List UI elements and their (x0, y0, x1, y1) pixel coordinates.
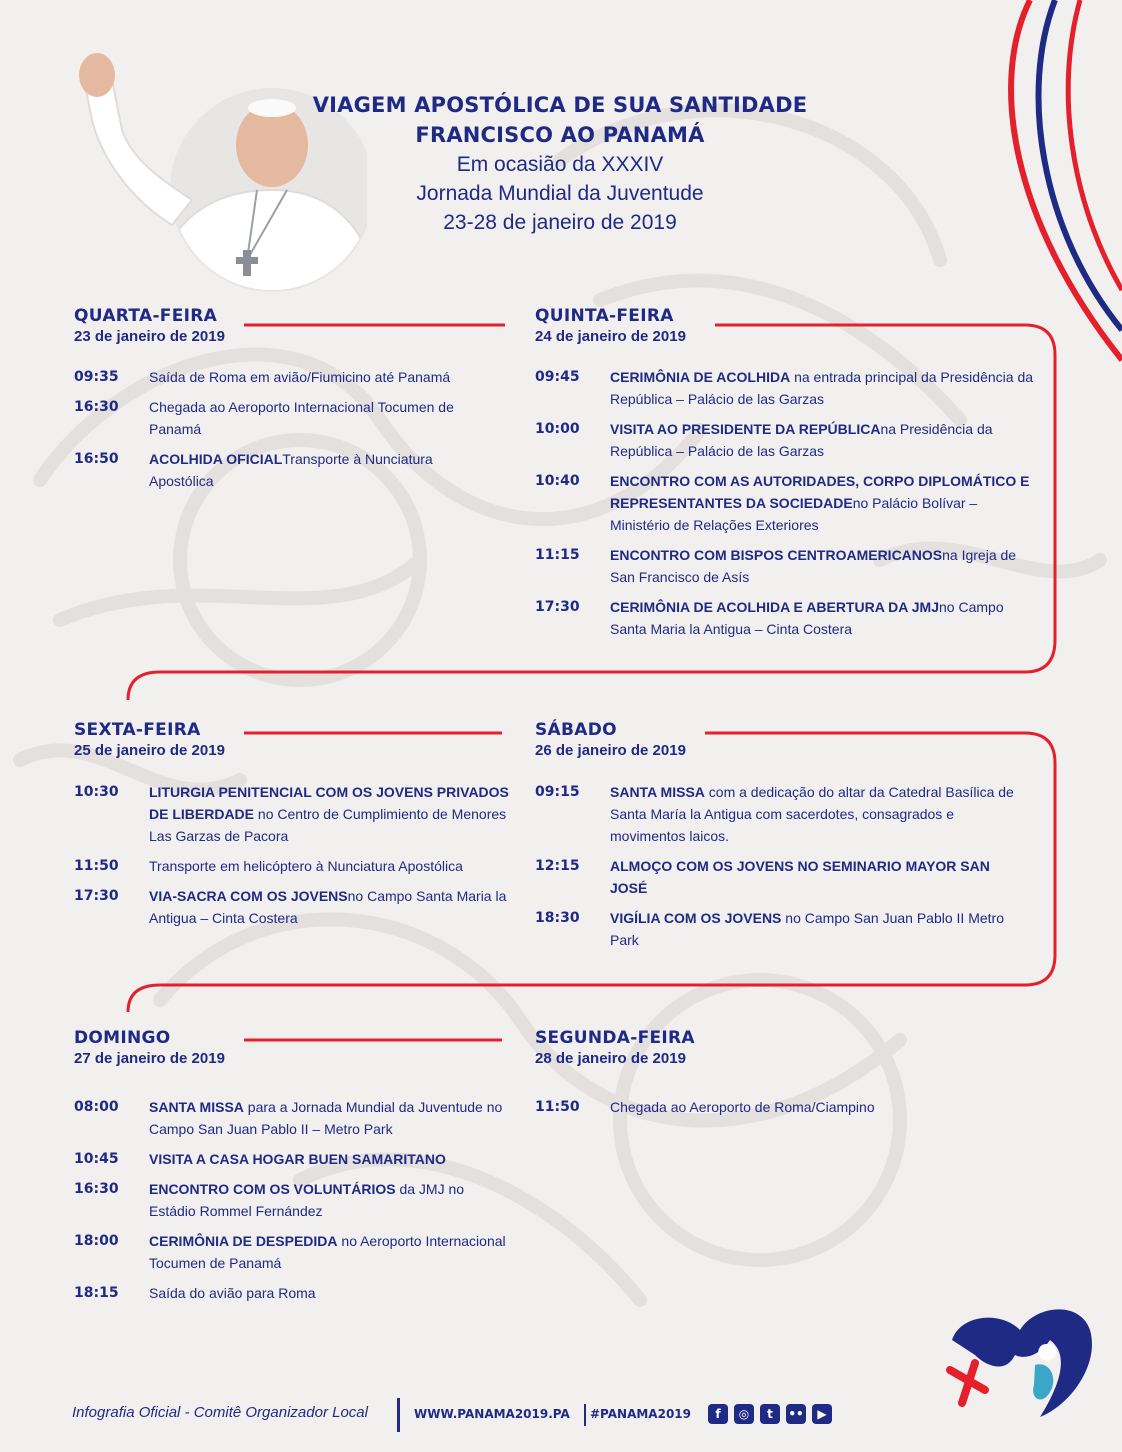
event-title: VIGÍLIA COM OS JOVENS (610, 910, 782, 926)
day-date: 26 de janeiro de 2019 (535, 742, 686, 759)
event-detail: Transporte em helicóptero à Nunciatura Apostólica (149, 858, 463, 874)
footer (72, 1398, 872, 1432)
event-description (149, 1282, 514, 1304)
day-events (535, 781, 1020, 959)
event-description (149, 781, 529, 847)
event-detail: Chegada ao Aeroporto Internacional Tocumen de Panamá (149, 399, 454, 437)
event-time: 09:45 (535, 369, 580, 385)
day-heading (74, 720, 225, 760)
event-description (610, 418, 1040, 462)
day-date: 23 de janeiro de 2019 (74, 328, 225, 345)
day-name: SEXTA-FEIRA (74, 720, 201, 740)
event-description (149, 396, 494, 440)
event-detail: no Centro de Cumplimiento de Menores Las Garzas de Pacora (149, 806, 507, 844)
event-item (535, 544, 1040, 588)
event-description (610, 470, 1040, 536)
event-description (149, 885, 529, 929)
twitter-icon[interactable]: t (760, 1404, 780, 1424)
day-heading (535, 306, 686, 346)
event-title: VIA-SACRA COM OS JOVENS (149, 888, 348, 904)
event-description (610, 1096, 975, 1118)
day-name: DOMINGO (74, 1028, 171, 1048)
jmj-panama-logo (930, 1285, 1095, 1425)
day-events (535, 366, 1040, 648)
event-item (74, 885, 529, 929)
event-item (74, 1230, 514, 1274)
event-item (74, 366, 494, 388)
event-time: 09:35 (74, 369, 119, 385)
event-time: 18:00 (74, 1233, 119, 1249)
footer-credit: Infografia Oficial - Comitê Organizador Local (72, 1404, 368, 1421)
event-detail: no Campo San Juan Pablo II Metro Park (610, 910, 1004, 948)
event-description (610, 781, 1020, 847)
event-item (74, 1148, 514, 1170)
event-item (74, 1282, 514, 1304)
day-events (74, 366, 494, 500)
event-title: SANTA MISSA (149, 1099, 244, 1115)
event-item (535, 781, 1020, 847)
event-item (535, 907, 1020, 951)
event-time: 09:15 (535, 784, 580, 800)
website-link[interactable]: WWW.PANAMA2019.PA (414, 1407, 570, 1421)
subtitle-line-3: 23-28 de janeiro de 2019 (443, 211, 677, 234)
event-title: CERIMÔNIA DE ACOLHIDA (610, 369, 791, 385)
event-time: 18:30 (535, 910, 580, 926)
event-detail: Transporte à Nunciatura Apostólica (149, 451, 433, 489)
event-title: CERIMÔNIA DE ACOLHIDA E ABERTURA DA JMJ (610, 599, 940, 615)
event-description (149, 366, 494, 388)
event-description (149, 448, 494, 492)
day-heading (74, 1028, 225, 1068)
day-name: SÁBADO (535, 720, 617, 740)
event-detail: no Campo Santa Maria la Antigua – Cinta Costera (149, 888, 507, 926)
day-date: 24 de janeiro de 2019 (535, 328, 686, 345)
event-title: SANTA MISSA (610, 784, 705, 800)
event-item (535, 596, 1040, 640)
event-time: 17:30 (535, 599, 580, 615)
event-detail: na Presidência da República – Palácio de las Garzas (610, 421, 993, 459)
day-heading (535, 720, 686, 760)
event-time: 16:30 (74, 399, 119, 415)
event-time: 16:50 (74, 451, 119, 467)
event-detail: Chegada ao Aeroporto de Roma/Ciampino (610, 1099, 875, 1115)
day-heading (74, 306, 225, 346)
event-item (74, 1096, 514, 1140)
event-description (610, 366, 1040, 410)
event-time: 10:30 (74, 784, 119, 800)
day-date: 25 de janeiro de 2019 (74, 742, 225, 759)
event-item (535, 1096, 975, 1118)
event-detail: no Campo Santa Maria la Antigua – Cinta Costera (610, 599, 1004, 637)
day-date: 28 de janeiro de 2019 (535, 1050, 686, 1067)
event-item (74, 448, 494, 492)
subtitle-line-1: Em ocasião da XXXIV (456, 153, 664, 176)
day-name: QUINTA-FEIRA (535, 306, 674, 326)
event-time: 08:00 (74, 1099, 119, 1115)
event-detail: na entrada principal da Presidência da República – Palácio de las Garzas (610, 369, 1034, 407)
footer-divider (397, 1398, 400, 1432)
event-item (74, 781, 529, 847)
event-description (149, 855, 529, 877)
day-events (74, 781, 529, 937)
event-detail: na Igreja de San Francisco de Asís (610, 547, 1017, 585)
event-time: 11:50 (535, 1099, 580, 1115)
youtube-icon[interactable]: ▶ (812, 1404, 832, 1424)
event-time: 10:00 (535, 421, 580, 437)
event-detail: Saída do avião para Roma (149, 1285, 316, 1301)
event-description (610, 855, 1020, 899)
title-line-2: FRANCISCO AO PANAMÁ (415, 123, 705, 147)
event-item (535, 418, 1040, 462)
event-description (149, 1148, 514, 1170)
event-time: 17:30 (74, 888, 119, 904)
title-line-1: VIAGEM APOSTÓLICA DE SUA SANTIDADE (312, 93, 808, 117)
event-item (74, 855, 529, 877)
event-title: ENCONTRO COM BISPOS CENTROAMERICANOS (610, 547, 943, 563)
hashtag: #PANAMA2019 (590, 1407, 691, 1421)
event-time: 11:50 (74, 858, 119, 874)
event-title: ENCONTRO COM OS VOLUNTÁRIOS (149, 1181, 396, 1197)
event-time: 11:15 (535, 547, 580, 563)
event-item (74, 1178, 514, 1222)
event-title: VISITA AO PRESIDENTE DA REPÚBLICA (610, 421, 881, 437)
event-item (535, 366, 1040, 410)
event-title: ENCONTRO COM AS AUTORIDADES, CORPO DIPLOMÁTICO E REPRESENTANTES DA SOCIEDADE (610, 473, 1030, 511)
day-name: SEGUNDA-FEIRA (535, 1028, 695, 1048)
event-description (149, 1178, 514, 1222)
event-time: 12:15 (535, 858, 580, 874)
event-detail: no Aeroporto Internacional Tocumen de Panamá (149, 1233, 506, 1271)
event-description (610, 907, 1020, 951)
event-description (610, 596, 1040, 640)
day-heading (535, 1028, 695, 1068)
event-item (535, 855, 1020, 899)
event-time: 10:45 (74, 1151, 119, 1167)
header (300, 90, 820, 237)
event-time: 10:40 (535, 473, 580, 489)
facebook-icon[interactable]: f (708, 1404, 728, 1424)
event-description (610, 544, 1040, 588)
event-detail: da JMJ no Estádio Rommel Fernández (149, 1181, 465, 1219)
event-description (149, 1230, 514, 1274)
event-title: CERIMÔNIA DE DESPEDIDA (149, 1233, 338, 1249)
event-detail: para a Jornada Mundial da Juventude no Campo San Juan Pablo II – Metro Park (149, 1099, 503, 1137)
event-item (74, 396, 494, 440)
event-title: ALMOÇO COM OS JOVENS NO SEMINARIO MAYOR SAN JOSÉ (610, 858, 990, 896)
event-detail: com a dedicação do altar da Catedral Basílica de Santa María la Antigua com sacerdotes, consagrados e movimentos laicos. (610, 784, 1014, 844)
event-detail: Saída de Roma em avião/Fiumicino até Panamá (149, 369, 451, 385)
event-title: VISITA A CASA HOGAR BUEN SAMARITANO (149, 1151, 446, 1167)
event-description (149, 1096, 514, 1140)
social-icons (708, 1404, 832, 1424)
event-item (535, 470, 1040, 536)
instagram-icon[interactable]: ◎ (734, 1404, 754, 1424)
day-date: 27 de janeiro de 2019 (74, 1050, 225, 1067)
flickr-icon[interactable]: •• (786, 1404, 806, 1424)
event-detail: no Palácio Bolívar – Ministério de Relações Exteriores (610, 495, 978, 533)
event-title: ACOLHIDA OFICIAL (149, 451, 283, 467)
footer-divider-small (584, 1404, 586, 1426)
event-title: LITURGIA PENITENCIAL COM OS JOVENS PRIVADOS DE LIBERDADE (149, 784, 509, 822)
day-events (535, 1096, 975, 1126)
subtitle-line-2: Jornada Mundial da Juventude (416, 182, 704, 205)
day-name: QUARTA-FEIRA (74, 306, 218, 326)
event-time: 16:30 (74, 1181, 119, 1197)
day-events (74, 1096, 514, 1312)
event-time: 18:15 (74, 1285, 119, 1301)
